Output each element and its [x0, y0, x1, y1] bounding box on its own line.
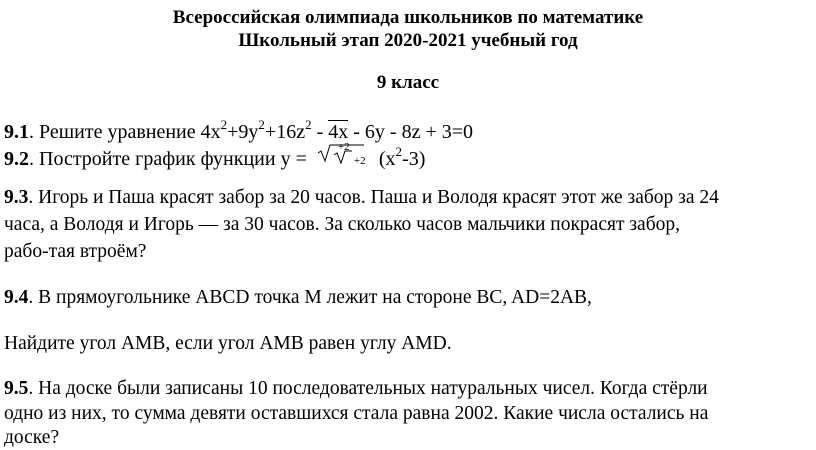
problem-9-1: 9.1. Решите уравнение $4x^2+9y^2+16z^2 - 4x - 6y - 8z + 3=0$: [4, 117, 474, 143]
problem-9-4-line-2: Найдите угол AMB, если угол AMB равен углу AMD.: [4, 333, 452, 354]
grade-heading: 9 класс: [376, 72, 440, 93]
problem-9-4-line-1: 9.4. В прямоугольнике ABCD точка M лежит на стороне BC, AD=2AB,: [4, 287, 592, 308]
problem-9-2: 9.2. Постройте график функции у = +2 +2 $(x^2-3)$: [4, 141, 426, 170]
overlined-term: 4x: [328, 121, 349, 143]
problem-number: 9.5: [4, 378, 29, 399]
problem-9-3-line-1: 9.3. Игорь и Паша красят забор за 20 часов. Паша и Володя красят этот же забор за 24: [4, 187, 719, 208]
problem-9-5-line-1: 9.5. На доске были записаны 10 последовательных натуральных чисел. Когда стёрли: [4, 378, 708, 399]
problem-number: 9.1: [4, 121, 29, 143]
stage-subtitle: Школьный этап 2020-2021 учебный год: [238, 30, 578, 51]
problem-number: 9.3: [4, 187, 29, 208]
problem-9-5-line-3: доске?: [4, 427, 60, 448]
problem-number: 9.2: [4, 148, 29, 170]
problem-9-5-line-2: одно из них, то сумма девяти оставшихся стала равна 2002. Какие числа остались на: [4, 403, 709, 424]
problem-9-3-line-2: часа, а Володя и Игорь — за 30 часов. За сколько часов мальчики покрасят забор,: [4, 214, 681, 235]
nested-radical: +2 +2: [312, 143, 374, 167]
olympiad-title: Всероссийская олимпиада школьников по математике: [172, 7, 644, 28]
problem-9-3-line-3: рабо-тая втроём?: [4, 241, 147, 262]
problem-number: 9.4: [4, 287, 29, 308]
